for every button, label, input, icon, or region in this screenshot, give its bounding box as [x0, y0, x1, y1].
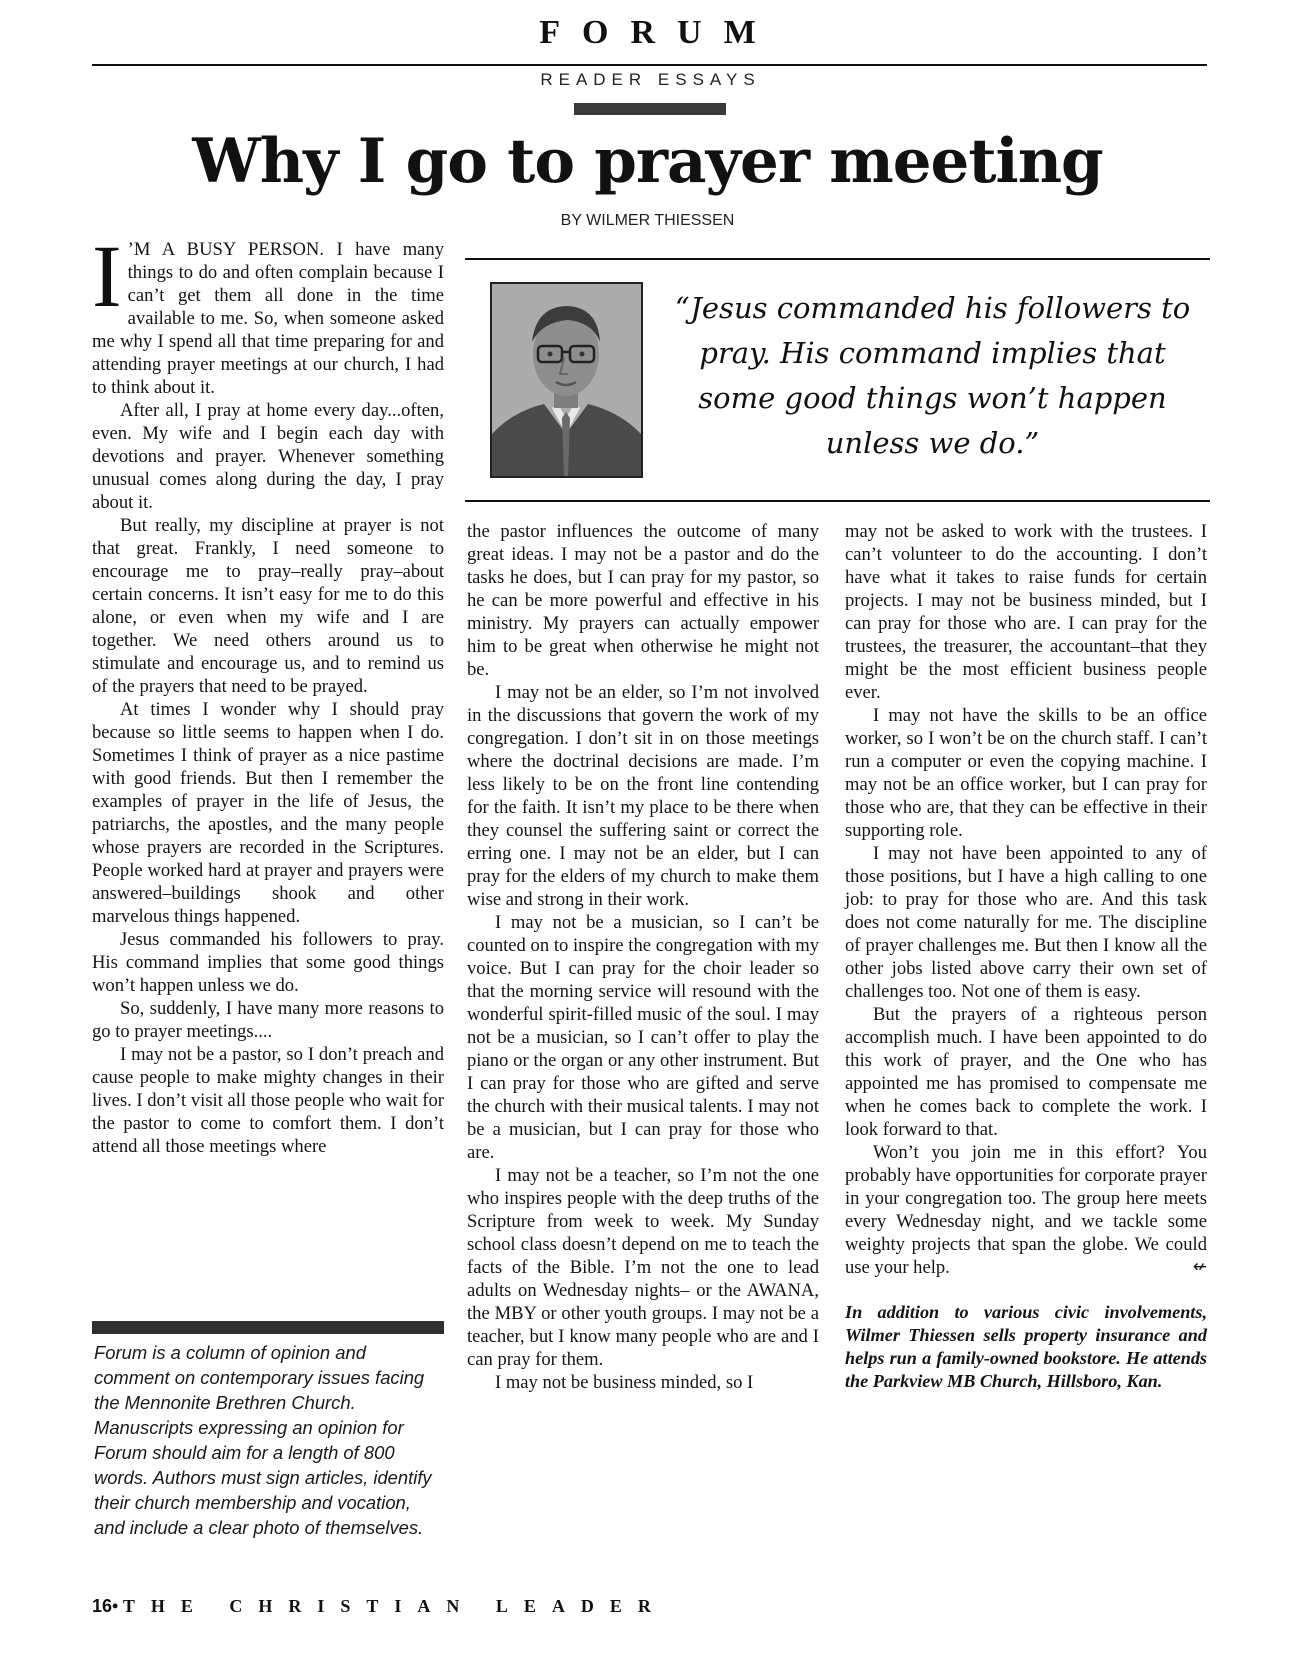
section-kicker: READER ESSAYS	[540, 70, 761, 89]
kicker-bar	[574, 103, 726, 115]
article-paragraph: I may not be an elder, so I’m not involved in the discussions that govern the work of my congregation. I don’t sit in on those meetings where the doctrinal decisions are made. I’m less likely to be on the front line contending for the faith. It isn’t my place to be there when they counsel the suffering saint or correct the erring one. I may not be an elder, but I can pray for the elders of my church to make them wise and strong in their work.	[467, 682, 819, 910]
publication-name: THE CHRISTIAN LEADER	[122, 1596, 667, 1616]
article-paragraph: Jesus commanded his followers to pray. His command implies that some good things won’t happen unless we do.	[92, 929, 444, 996]
article-paragraph	[845, 1141, 1207, 1279]
pull-quote-rule-top	[465, 258, 1210, 260]
pull-quote-rule-bottom	[465, 500, 1210, 502]
article-paragraph: I may not have been appointed to any of those positions, but I have a high calling to one job: to pray for those who are. And this task does not come naturally for me. The discipline of prayer challenges me. But then I know all the other jobs listed above carry their own set of challenges too. Not one of them is easy.	[845, 843, 1207, 1002]
author-portrait-icon	[492, 284, 641, 476]
article-paragraph: So, suddenly, I have many more reasons to go to prayer meetings....	[92, 998, 444, 1042]
article-paragraph: But really, my discipline at prayer is not that great. Frankly, I need someone to encourage me to pray–really pray–about certain concerns. It isn’t easy for me to do this alone, or even when my wife and I are together. We need others around us to stimulate and encourage us, and to remind us of the prayers that need to be prayed.	[92, 515, 444, 697]
forum-note-bar	[92, 1321, 444, 1334]
article-paragraph: the pastor influences the outcome of many great ideas. I may not be a pastor and do the tasks he does, but I can pray for my pastor, so he can be more powerful and effective in his ministry. My prayers can actually empower him to be great when otherwise he might not be.	[467, 521, 819, 680]
pull-quote: “Jesus commanded his followers to pray. His command implies that some good things won’t happen unless we do.”	[674, 291, 1191, 460]
article-paragraph: After all, I pray at home every day...often, even. My wife and I begin each day with devotions and prayer. Whenever something unusual comes along during the day, I pray about it.	[92, 400, 444, 513]
article-paragraph: I may not have the skills to be an office worker, so I won’t be on the church staff. I can’t run a computer or even the copying machine. I may not be an office worker, but I can pray for those who are, that they can be effective in their supporting role.	[845, 705, 1207, 841]
article-title: Why I go to prayer meeting	[192, 126, 1103, 197]
article-paragraph: may not be asked to work with the trustees. I can’t volunteer to do the accounting. I don’t have what it takes to raise funds for certain projects. I may not be business minded, but I can pray for those who are. I can pray for the trustees, the treasurer, the accountant–that they might be the most efficient business people ever.	[845, 521, 1207, 703]
article-column-3	[845, 520, 1207, 1393]
article-paragraph: At times I wonder why I should pray because so little seems to happen when I do. Sometimes I think of prayer as a nice pastime with good friends. But then I remember the examples of prayer in the life of Jesus, the patriarchs, the apostles, and the many people whose prayers are recorded in the Scriptures. People worked hard at prayer and prayers were answered–buildings shook and other marvelous things happened.	[92, 699, 444, 927]
article-paragraph: I may not be business minded, so I	[495, 1372, 754, 1393]
forum-note: Forum is a column of opinion and comment on contemporary issues facing the Mennonite Brethren Church. Manuscripts expressing an opinion for Forum should aim for a length of 800 words. Authors must sign articles, identify their church membership and vocation, and include a clear photo of themselves.	[94, 1342, 432, 1538]
paragraph-text: Won’t you join me in this effort? You probably have opportunities for corporate prayer in your congregation too. The group here meets every Wednesday night, and we tackle some weighty projects that span the globe. We could use your help.	[845, 1142, 1207, 1278]
article-column-2	[467, 520, 819, 1394]
byline: BY WILMER THIESSEN	[560, 212, 735, 229]
header-rule	[92, 64, 1207, 66]
paragraph-text: I have many things to do and often complain because I can’t get them all done in the time available to me. So, when someone asked me why I spend all that time preparing for and attending prayer meetings at our church, I had to think about it.	[92, 239, 444, 398]
drop-cap: I	[92, 228, 122, 326]
article-paragraph: I may not be a pastor, so I don’t preach and cause people to make mighty changes in their lives. I don’t visit all those people who wait for the pastor to come to comfort them. I don’t attend all those meetings where	[92, 1044, 444, 1157]
lead-in: ’M A BUSY PERSON.	[127, 239, 324, 260]
article-paragraph	[92, 228, 444, 399]
article-paragraph: But the prayers of a righteous person accomplish much. I have been appointed to do this work of prayer, and the One who has appointed me has promised to compensate me when he comes back to complete the work. I look forward to that.	[845, 1004, 1207, 1140]
footer-bullet: •	[112, 1596, 119, 1616]
page-footer	[92, 1596, 667, 1617]
author-photo	[490, 282, 643, 478]
author-bio: In addition to various civic involvements, Wilmer Thiessen sells property insurance and helps run a family-owned bookstore. He attends the Parkview MB Church, Hillsboro, Kan.	[845, 1302, 1207, 1391]
end-mark-icon: ↚	[1192, 1257, 1207, 1277]
article-column-1	[92, 228, 444, 1158]
article-paragraph: I may not be a teacher, so I’m not the one who inspires people with the deep truths of the Scripture from week to week. My Sunday school class doesn’t depend on me to teach the facts of the Bible. I’m not the one to lead adults on Wednesday nights– or the AWANA, the MBY or other youth groups. I may not be a teacher, but I know many people who are and I can pray for them.	[467, 1165, 819, 1370]
section-title: FORUM	[539, 14, 778, 51]
page-number: 16	[92, 1596, 113, 1616]
article-paragraph: I may not be a musician, so I can’t be counted on to inspire the congregation with my voice. But I can pray for the choir leader so that the morning service will resound with the wonderful spirit-filled music of the soul. I may not be a musician, so I can’t offer to play the piano or the organ or any other instrument. But I can pray for those who are gifted and serve the church with their musical talents. I may not be a musician, but I can pray for those who are.	[467, 912, 819, 1163]
